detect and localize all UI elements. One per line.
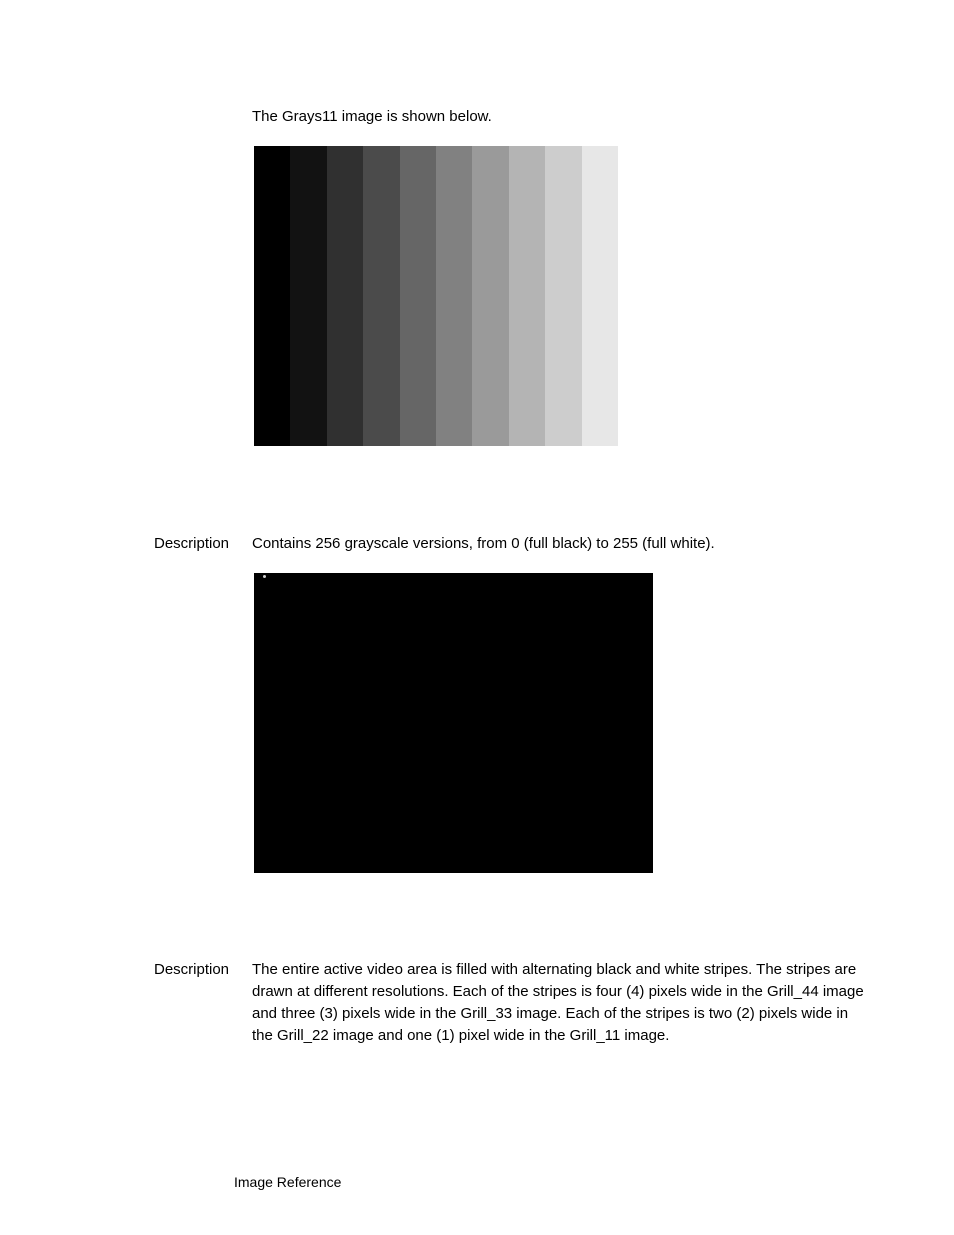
page-footer: Image Reference bbox=[234, 1174, 342, 1190]
gray-band-2 bbox=[290, 146, 326, 446]
gray-band-9 bbox=[545, 146, 581, 446]
grill-description-label: Description bbox=[154, 961, 230, 978]
grays11-caption: The Grays11 image is shown below. bbox=[252, 108, 492, 125]
grayscale-image-marker bbox=[263, 575, 266, 578]
gray-band-10 bbox=[582, 146, 618, 446]
grays11-image bbox=[254, 146, 618, 446]
gray-band-8 bbox=[509, 146, 545, 446]
grayscale-image bbox=[254, 573, 653, 873]
grayscale-description-text: Contains 256 grayscale versions, from 0 (full black) to 255 (full white). bbox=[252, 535, 715, 552]
gray-band-4 bbox=[363, 146, 399, 446]
grill-description-text: The entire active video area is filled with alternating black and white stripes. The stripes are drawn at different resolutions. Each of the stripes is four (4) pixels wide in the Grill_44 image and three (3) pixels wide in the Grill_33 image. Each of the stripes is two (2) pixels wide in the Grill_22 image and one (1) pixel wide in the Grill_11 image. bbox=[252, 961, 868, 1044]
gray-band-5 bbox=[400, 146, 436, 446]
gray-band-6 bbox=[436, 146, 472, 446]
grayscale-description-label: Description bbox=[154, 535, 230, 552]
gray-band-3 bbox=[327, 146, 363, 446]
gray-band-7 bbox=[472, 146, 508, 446]
gray-band-1 bbox=[254, 146, 290, 446]
